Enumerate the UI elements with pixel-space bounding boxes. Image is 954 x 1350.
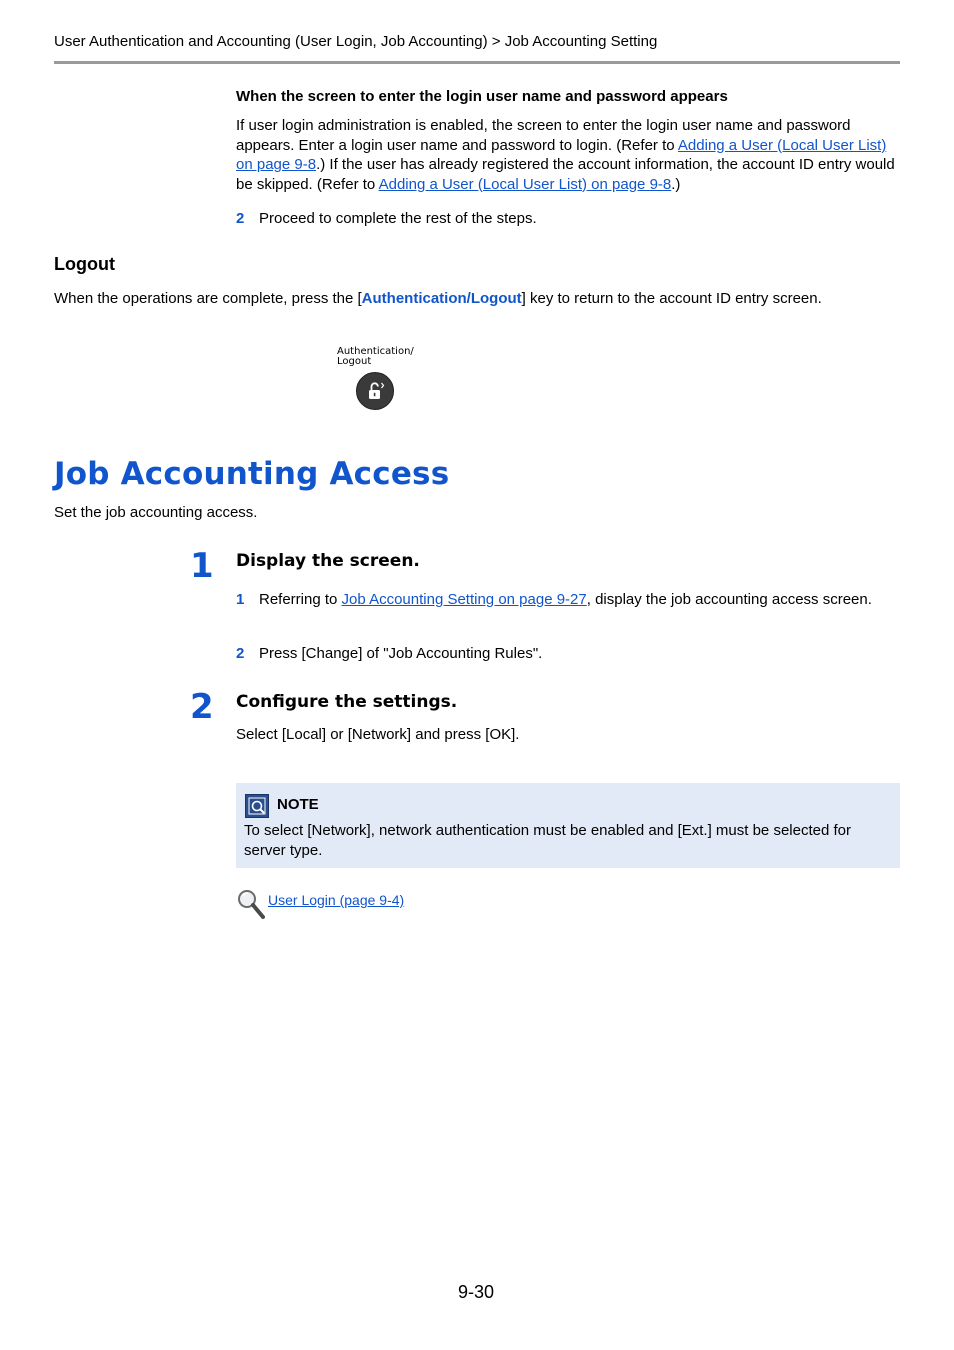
note-icon [245,794,269,818]
login-paragraph-text-1: If user login administration is enabled, the screen to enter the login user name and password appears. Enter a login user name and password to login. (Refer to [236,117,851,154]
key-label-line-1: Authentication/ [337,346,414,357]
login-paragraph-text-2: .) If the user has already registered the account information, the account ID entry would be skipped. (Refer to [236,156,895,193]
step-2-number: 2 [190,687,214,727]
key-label-line-2: Logout [337,356,372,367]
sub-step-number: 1 [236,591,245,608]
header-divider [54,61,900,64]
login-paragraph-text-3: .) [671,175,681,193]
note-text: To select [Network], network authentication must be enabled and [Ext.] must be selected for server type. [244,822,851,859]
step-2-text: Select [Local] or [Network] and press [OK]. [236,726,520,743]
step-1-sub-2-text: Press [Change] of "Job Accounting Rules". [259,645,543,662]
step-1-sub-1-number [236,590,244,610]
unlock-icon [357,373,393,409]
login-step-2 [236,209,244,229]
login-paragraph [236,116,902,194]
note-box [236,783,900,868]
authentication-logout-key [356,372,394,410]
sub-1-text-after: , display the job accounting access screen. [586,591,872,608]
step-2-title: Configure the settings. [236,692,458,712]
step-1-title: Display the screen. [236,551,420,571]
link-user-login[interactable]: User Login (page 9-4) [268,892,405,908]
note-label: NOTE [277,796,319,813]
logout-heading: Logout [54,254,115,274]
auth-logout-key-name: Authentication/Logout [361,290,522,307]
link-adding-user-1[interactable]: Adding a User (Local User List) on page 9-8 [236,136,887,173]
section-title: Job Accounting Access [54,456,450,492]
sub-1-text-before: Referring to [259,591,342,608]
step-1-sub-2-number [236,644,244,664]
logout-paragraph [54,289,904,309]
link-job-accounting-setting[interactable]: Job Accounting Setting on page 9-27 [341,591,587,608]
page-number: 9-30 [458,1282,495,1302]
breadcrumb: User Authentication and Accounting (User Login, Job Accounting) > Job Accounting Setting [54,33,658,50]
step-1-number: 1 [190,546,214,586]
step-number: 2 [236,210,245,227]
section-intro: Set the job accounting access. [54,504,258,521]
link-adding-user-2[interactable]: Adding a User (Local User List) on page 9-8 [378,175,672,193]
step-1-sub-1-text [259,590,879,610]
login-step-2-text: Proceed to complete the rest of the steps. [259,210,537,227]
login-screen-heading: When the screen to enter the login user name and password appears [236,88,728,105]
magnifier-icon [236,888,266,920]
sub-step-number: 2 [236,645,245,662]
logout-text-before: When the operations are complete, press the [ [54,290,362,307]
logout-text-after: ] key to return to the account ID entry screen. [521,290,822,307]
